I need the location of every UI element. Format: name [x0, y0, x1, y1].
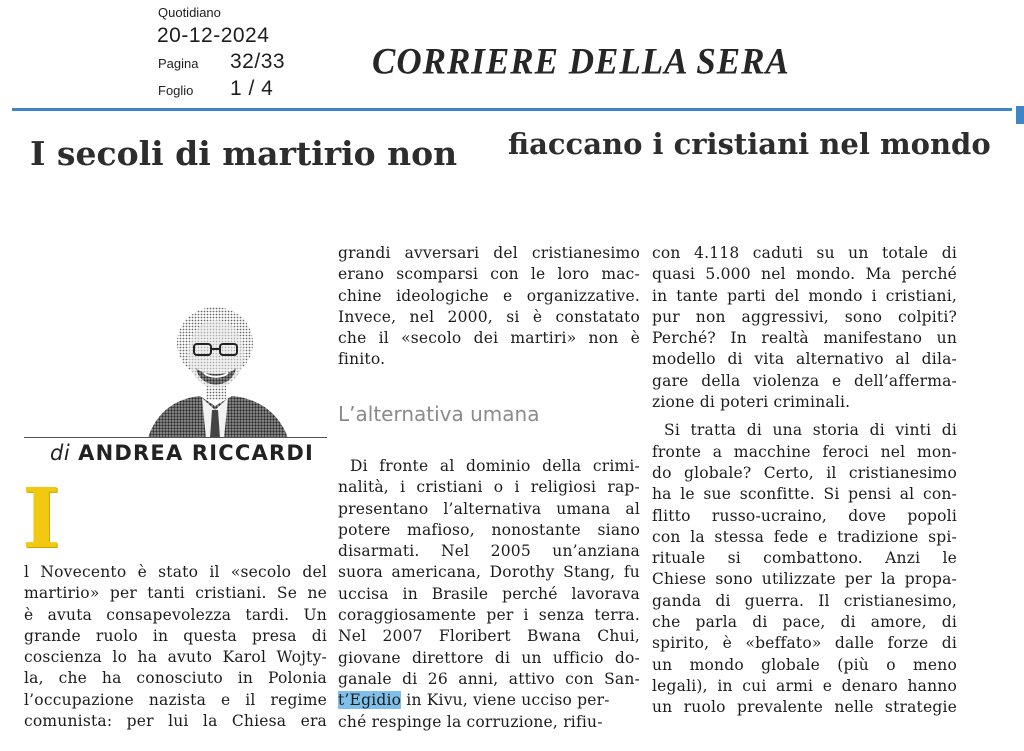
foglio-value: 1 / 4 — [230, 77, 274, 100]
foglio-label: Foglio — [158, 83, 194, 98]
text-line: flitto russo-ucraino, dove popoli — [652, 506, 957, 525]
text-line: in tante parti del mondo i cristiani, — [652, 286, 957, 305]
text-line: Di fronte al dominio della crimi- — [350, 457, 640, 475]
author-name: ANDREA RICCARDI — [78, 441, 314, 465]
text-line: grandi avversari del cristianesimo — [338, 244, 640, 262]
byline-divider — [24, 437, 327, 438]
text-line: suora americana, Dorothy Stang, fu — [338, 563, 640, 582]
text-line: Si tratta di una storia di vinti di — [664, 421, 957, 440]
pagina-value: 32/33 — [230, 50, 286, 73]
text-line: presentano l’alternativa umana al — [338, 499, 640, 518]
text-line: chine ideologiche e organizzative. — [338, 286, 640, 305]
highlighted-term: t’Egidio — [338, 691, 402, 710]
text-line: che il «secolo dei martiri» non è — [338, 329, 640, 348]
newspaper-masthead: CORRIERE DELLA SERA — [372, 41, 790, 82]
text-fragment: in Kivu, viene ucciso per- — [401, 691, 610, 710]
article-column-2-bottom — [338, 456, 640, 733]
text-line: gare della violenza e dell’afferma- — [652, 371, 957, 390]
text-line: Chiese sono utilizzate per la propa- — [652, 570, 957, 589]
text-line: giovane direttore di un ufficio do- — [338, 648, 640, 667]
text-line: la, che ha conosciuto in Polonia — [24, 669, 327, 688]
section-subhead: L’alternativa umana — [338, 402, 540, 426]
text-line: grande ruolo in questa presa di — [24, 626, 327, 645]
text-line: con la stessa fede e tradizione spi- — [652, 527, 957, 546]
article-column-1 — [24, 562, 327, 732]
header-divider-tab — [1016, 106, 1024, 124]
drop-cap: I — [22, 471, 61, 567]
text-line: martirio» per tanti cristiani. Se ne — [24, 584, 327, 603]
text-line: disarmati. Nel 2005 un’anziana — [338, 542, 640, 561]
text-line: quasi 5.000 nel mondo. Ma perché — [652, 265, 957, 284]
text-line: ha le sue sconfitte. Si pensi al con- — [652, 485, 957, 504]
text-line: spirito, è «beffato» dalle forze di — [652, 634, 957, 653]
text-line: rituale si combattono. Anzi le — [652, 549, 957, 568]
text-line: che parla di pace, di amore, di — [652, 613, 957, 632]
pagina-label: Pagina — [158, 56, 199, 71]
byline — [50, 441, 314, 465]
text-line: do globale? Certo, il cristianesimo — [652, 463, 957, 482]
text-line: pur non aggressivi, sono colpiti? — [652, 307, 957, 326]
issue-date: 20-12-2024 — [157, 24, 270, 47]
text-line: fronte a macchine feroci nel mon- — [652, 442, 957, 461]
text-line: zione di poteri criminali. — [652, 393, 851, 412]
headline-part-2: fiaccano i cristiani nel mondo — [508, 127, 991, 161]
headline-part-1: I secoli di martirio non — [30, 134, 458, 173]
byline-prefix: di — [50, 441, 71, 465]
text-line: con 4.118 caduti su un totale di — [652, 244, 957, 262]
text-line: legali), in cui armi e denaro hanno — [652, 676, 957, 695]
text-line-highlighted — [338, 690, 640, 711]
text-line: ganale di 26 anni, attivo con San- — [338, 669, 640, 688]
text-line: un mondo globale (più o meno — [652, 655, 957, 674]
header-divider — [12, 108, 1012, 111]
text-line: comunista: per lui la Chiesa era — [24, 712, 327, 731]
text-line: l’occupazione nazista e il regime — [24, 690, 327, 709]
text-line: è avuta consapevolezza tardi. Un — [24, 605, 327, 624]
text-line: erano scomparsi con le loro mac- — [338, 265, 640, 284]
text-line: uccisa in Brasile perché lavorava — [338, 584, 640, 603]
text-line: Invece, nel 2000, si è constatato — [338, 307, 640, 326]
article-column-2-top — [338, 243, 640, 371]
text-line: coscienza lo ha avuto Karol Wojty- — [24, 648, 327, 667]
text-line: Perché? In realtà manifestano un — [652, 329, 957, 348]
quotidiano-label: Quotidiano — [158, 5, 221, 20]
text-line-cut: ché respinge la corruzione, rifiu- — [338, 712, 603, 731]
text-line: potere mafioso, nonostante siano — [338, 520, 640, 539]
text-line: nalità, i cristiani o i religiosi rap- — [338, 478, 640, 497]
text-line: l Novecento è stato il «secolo del — [24, 563, 327, 581]
text-line: modello di vita alternativo al dila- — [652, 350, 957, 369]
text-line: finito. — [338, 350, 386, 369]
text-line: ganda di guerra. Il cristianesimo, — [652, 591, 957, 610]
text-line: un ruolo prevalente nelle strategie — [652, 698, 957, 717]
text-line: coraggiosamente per i senza terra. — [338, 606, 640, 625]
text-line: Nel 2007 Floribert Bwana Chui, — [338, 627, 640, 646]
author-portrait — [140, 298, 290, 438]
article-column-3 — [652, 243, 957, 719]
